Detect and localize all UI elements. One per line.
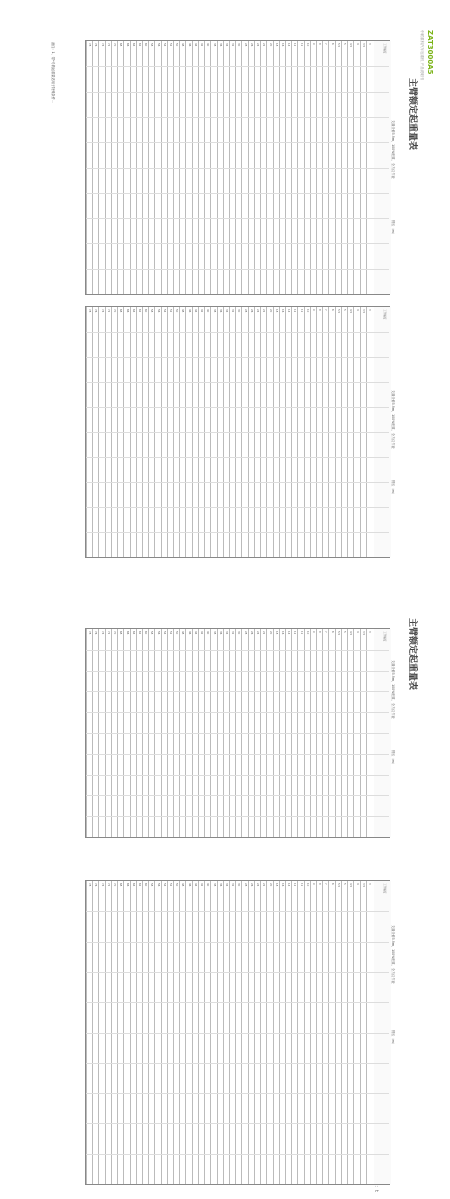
radius-cell: 46 <box>187 631 191 635</box>
radius-cell: 46 <box>187 43 191 47</box>
radius-cell: 14 <box>287 43 291 47</box>
radius-cell: 66 <box>125 883 129 887</box>
radius-cell: 4 <box>355 309 359 311</box>
radius-cell: 66 <box>125 43 129 47</box>
radius-cell: 68 <box>119 43 123 47</box>
radius-cell: 4 <box>355 883 359 885</box>
radius-cell: 78 <box>88 43 92 47</box>
radius-cell: 74 <box>100 631 104 635</box>
radius-cell: 24 <box>256 309 260 313</box>
radius-cell: 30 <box>237 43 241 47</box>
radius-cell: 58 <box>150 631 154 635</box>
radius-cell: 48 <box>181 883 185 887</box>
table-column-line <box>86 775 389 776</box>
radius-header: 工作幅度 <box>383 631 386 642</box>
radius-header: 工作幅度 <box>383 883 386 894</box>
radius-cell: 20 <box>268 43 272 47</box>
radius-cell: 16 <box>280 43 284 47</box>
radius-cell: 9 <box>312 43 316 45</box>
radius-cell: 18 <box>274 43 278 47</box>
table-column-line <box>86 754 389 755</box>
radius-cell: 12 <box>293 631 297 635</box>
radius-cell: 26 <box>249 309 253 313</box>
radius-header: 工作幅度 <box>383 43 386 54</box>
radius-cell: 32 <box>231 631 235 635</box>
brand-subtitle: 中联重科汽车起重机 产品说明书 <box>420 30 424 81</box>
radius-cell: 3.5 <box>361 631 365 636</box>
radius-cell: 34 <box>225 309 228 313</box>
radius-cell: 52 <box>169 883 173 887</box>
radius-cell: 34 <box>225 631 228 635</box>
radius-cell: 68 <box>119 309 123 313</box>
radius-cell: 18 <box>274 883 278 887</box>
radius-cell: 38 <box>212 883 216 887</box>
radius-cell: 42 <box>200 309 204 313</box>
radius-cell: 62 <box>137 309 141 313</box>
table-column-line <box>86 712 389 713</box>
radius-cell: 42 <box>200 631 204 635</box>
radius-cell: 48 <box>181 309 185 313</box>
table-column-line <box>86 168 389 169</box>
radius-cell: 70 <box>113 43 117 47</box>
table-caption: 支腿全伸5.9m，100%配重，全方位作业 <box>391 120 395 179</box>
radius-cell: 56 <box>156 43 160 47</box>
radius-cell: 4 <box>355 631 359 633</box>
radius-cell: 76 <box>94 883 98 887</box>
radius-cell: 34 <box>225 883 228 887</box>
table-column-line <box>86 218 389 219</box>
table-column-line <box>86 332 389 333</box>
radius-cell: 54 <box>162 309 166 313</box>
brand-logo: ZAT3000A5 <box>426 30 434 75</box>
radius-cell: 56 <box>156 883 160 887</box>
page-title: 主臂额定起重量表 <box>407 618 417 691</box>
table-column-line <box>86 66 389 67</box>
radius-cell: 8 <box>318 883 322 885</box>
radius-cell: 14 <box>287 631 291 635</box>
radius-cell: 3.5 <box>361 883 365 888</box>
radius-cell: 22 <box>262 43 266 47</box>
table-column-line <box>86 117 389 118</box>
radius-cell: 30 <box>237 631 241 635</box>
radius-cell: 16 <box>280 883 284 887</box>
radius-cell: 64 <box>131 883 135 887</box>
radius-cell: 12 <box>293 309 297 313</box>
radius-cell: 60 <box>144 309 148 313</box>
load-chart-table-3 <box>85 628 390 838</box>
radius-cell: 5 <box>343 883 347 885</box>
table-column-line <box>86 457 389 458</box>
radius-cell: 54 <box>162 631 166 635</box>
table-column-line <box>86 382 389 383</box>
radius-cell: 40 <box>206 883 210 887</box>
radius-cell: 54 <box>162 883 166 887</box>
radius-cell: 74 <box>100 43 104 47</box>
table-note: 备注：1、带*号的起重量适用于特殊条件... <box>51 42 55 103</box>
radius-cell: 28 <box>243 631 247 635</box>
radius-cell: 74 <box>100 883 104 887</box>
radius-cell: 50 <box>175 883 179 887</box>
load-chart-table-2 <box>85 306 390 558</box>
radius-cell: 11 <box>299 309 303 313</box>
table-column-line <box>86 733 389 734</box>
table-column-line <box>86 507 389 508</box>
radius-cell: 7 <box>324 631 328 633</box>
radius-cell: 20 <box>268 631 272 635</box>
radius-cell: 24 <box>256 883 260 887</box>
table-column-line <box>86 92 389 93</box>
radius-cell: 9 <box>312 309 316 311</box>
radius-cell: 58 <box>150 309 154 313</box>
radius-cell: 64 <box>131 631 135 635</box>
table-column-line <box>86 691 389 692</box>
radius-cell: 54 <box>162 43 166 47</box>
radius-cell: 18 <box>274 631 278 635</box>
radius-cell: 4 <box>355 43 359 45</box>
radius-cell: 46 <box>187 883 191 887</box>
table-column-line <box>86 972 389 973</box>
radius-cell: 40 <box>206 631 210 635</box>
page-title: 主臂额定起重量表 <box>407 78 417 151</box>
radius-cell: 66 <box>125 309 129 313</box>
radius-cell: 34 <box>225 43 228 47</box>
radius-cell: 40 <box>206 309 210 313</box>
radius-cell: 6 <box>330 883 334 885</box>
radius-cell: 11 <box>299 43 303 47</box>
radius-cell: 5.5 <box>336 43 340 48</box>
radius-cell: 5 <box>343 309 347 311</box>
radius-cell: 32 <box>231 309 235 313</box>
radius-cell: 4.5 <box>349 883 353 888</box>
radius-cell: 11 <box>299 883 303 887</box>
radius-cell: 5.5 <box>336 309 340 314</box>
radius-cell: 44 <box>193 309 197 313</box>
radius-cell: 36 <box>218 631 222 635</box>
column-label: 臂长（m） <box>391 480 395 496</box>
table-column-line <box>86 795 389 796</box>
radius-header: 工作幅度 <box>383 309 386 320</box>
radius-cell: 48 <box>181 631 185 635</box>
radius-cell: 38 <box>212 309 216 313</box>
table-column-line <box>86 942 389 943</box>
table-column-line <box>86 357 389 358</box>
radius-cell: 36 <box>218 883 222 887</box>
table-column-line <box>86 432 389 433</box>
radius-cell: 58 <box>150 883 154 887</box>
table-column-line <box>86 269 389 270</box>
load-chart-table-4 <box>85 880 390 1185</box>
radius-cell: 68 <box>119 631 123 635</box>
radius-cell: 24 <box>256 43 260 47</box>
radius-cell: 11 <box>299 631 303 635</box>
radius-cell: 22 <box>262 883 266 887</box>
radius-cell: 68 <box>119 883 123 887</box>
radius-cell: 56 <box>156 631 160 635</box>
table-column-line <box>86 482 389 483</box>
radius-cell: 74 <box>100 309 104 313</box>
radius-cell: 60 <box>144 43 148 47</box>
radius-cell: 28 <box>243 883 247 887</box>
table-column-line <box>86 1123 389 1124</box>
table-column-line <box>86 1063 389 1064</box>
radius-cell: 46 <box>187 309 191 313</box>
table-column-line <box>86 142 389 143</box>
radius-cell: 12 <box>293 883 297 887</box>
radius-cell: 60 <box>144 883 148 887</box>
radius-cell: 38 <box>212 631 216 635</box>
radius-cell: 62 <box>137 43 141 47</box>
table-column-line <box>86 816 389 817</box>
column-label: 臂长（m） <box>391 220 395 236</box>
radius-cell: 24 <box>256 631 260 635</box>
radius-cell: 38 <box>212 43 216 47</box>
radius-cell: 8 <box>318 309 322 311</box>
radius-cell: 3.5 <box>361 43 365 48</box>
radius-cell: 64 <box>131 309 135 313</box>
radius-cell: 42 <box>200 883 204 887</box>
radius-cell: 66 <box>125 631 129 635</box>
table-column-line <box>86 1093 389 1094</box>
radius-cell: 10 <box>305 43 309 47</box>
radius-cell: 10 <box>305 309 309 313</box>
radius-cell: 6 <box>330 43 334 45</box>
radius-cell: 36 <box>218 309 222 313</box>
radius-cell: 26 <box>249 43 253 47</box>
radius-cell: 14 <box>287 309 291 313</box>
radius-cell: 22 <box>262 631 266 635</box>
radius-cell: 58 <box>150 43 154 47</box>
radius-cell: 76 <box>94 631 98 635</box>
radius-cell: 3.5 <box>361 309 365 314</box>
radius-cell: 7 <box>324 309 328 311</box>
radius-cell: 52 <box>169 309 173 313</box>
radius-cell: 56 <box>156 309 160 313</box>
table-column-line <box>86 1033 389 1034</box>
table-column-line <box>86 532 389 533</box>
radius-cell: 28 <box>243 309 247 313</box>
radius-cell: 5.5 <box>336 631 340 636</box>
radius-cell: 76 <box>94 43 98 47</box>
radius-cell: 60 <box>144 631 148 635</box>
load-chart-table-1 <box>85 40 390 295</box>
radius-cell: 70 <box>113 309 117 313</box>
radius-cell: 62 <box>137 883 141 887</box>
radius-cell: 72 <box>106 43 110 47</box>
table-caption: 支腿全伸5.9m，100%配重，全方位作业 <box>391 925 395 984</box>
radius-cell: 14 <box>287 883 291 887</box>
radius-cell: 4.5 <box>349 309 353 314</box>
table-column-line <box>86 1154 389 1155</box>
radius-cell: 40 <box>206 43 210 47</box>
radius-cell: 78 <box>88 883 92 887</box>
radius-cell: 20 <box>268 883 272 887</box>
radius-cell: 76 <box>94 309 98 313</box>
table-column-line <box>86 193 389 194</box>
radius-cell: 9 <box>312 631 316 633</box>
radius-cell: 10 <box>305 883 309 887</box>
radius-cell: 64 <box>131 43 135 47</box>
radius-cell: 3 <box>368 309 371 311</box>
radius-cell: 5.5 <box>336 883 340 888</box>
radius-cell: 72 <box>106 631 110 635</box>
radius-cell: 3 <box>368 43 371 45</box>
radius-cell: 72 <box>106 883 110 887</box>
radius-cell: 5 <box>343 631 347 633</box>
radius-cell: 16 <box>280 631 284 635</box>
radius-cell: 8 <box>318 43 322 45</box>
radius-cell: 30 <box>237 309 241 313</box>
radius-cell: 4.5 <box>349 631 353 636</box>
radius-cell: 5 <box>343 43 347 45</box>
radius-cell: 50 <box>175 309 179 313</box>
radius-cell: 78 <box>88 631 92 635</box>
radius-cell: 70 <box>113 631 117 635</box>
radius-cell: 4.5 <box>349 43 353 48</box>
radius-cell: 6 <box>330 631 334 633</box>
radius-cell: 44 <box>193 43 197 47</box>
radius-cell: 9 <box>312 883 316 885</box>
radius-cell: 26 <box>249 883 253 887</box>
table-column-line <box>86 650 389 651</box>
radius-cell: 3 <box>368 631 371 633</box>
radius-cell: 32 <box>231 43 235 47</box>
radius-cell: 36 <box>218 43 222 47</box>
radius-cell: 50 <box>175 631 179 635</box>
radius-cell: 32 <box>231 883 235 887</box>
table-caption: 支腿全伸5.9m，100%配重，全方位作业 <box>391 390 395 449</box>
radius-cell: 26 <box>249 631 253 635</box>
table-column-line <box>86 911 389 912</box>
radius-cell: 52 <box>169 43 173 47</box>
radius-cell: 44 <box>193 883 197 887</box>
table-column-line <box>86 407 389 408</box>
radius-cell: 20 <box>268 309 272 313</box>
radius-cell: 44 <box>193 631 197 635</box>
radius-cell: 18 <box>274 309 278 313</box>
radius-cell: 22 <box>262 309 266 313</box>
table-column-line <box>86 1002 389 1003</box>
table-caption: 支腿全伸5.9m，100%配重，全方位作业 <box>391 660 395 719</box>
radius-cell: 50 <box>175 43 179 47</box>
table-column-line <box>86 243 389 244</box>
radius-cell: 52 <box>169 631 173 635</box>
radius-cell: 48 <box>181 43 185 47</box>
radius-cell: 16 <box>280 309 284 313</box>
radius-cell: 78 <box>88 309 92 313</box>
radius-cell: 42 <box>200 43 204 47</box>
radius-cell: 8 <box>318 631 322 633</box>
radius-cell: 6 <box>330 309 334 311</box>
radius-cell: 62 <box>137 631 141 635</box>
radius-cell: 7 <box>324 43 328 45</box>
radius-cell: 12 <box>293 43 297 47</box>
radius-cell: 28 <box>243 43 247 47</box>
radius-cell: 10 <box>305 631 309 635</box>
column-label: 臂长（m） <box>391 750 395 766</box>
table-column-line <box>86 671 389 672</box>
radius-cell: 72 <box>106 309 110 313</box>
radius-cell: 70 <box>113 883 117 887</box>
radius-cell: 30 <box>237 883 241 887</box>
radius-cell: 7 <box>324 883 328 885</box>
column-label: 臂长（m） <box>391 1030 395 1046</box>
radius-cell: 3 <box>368 883 371 885</box>
